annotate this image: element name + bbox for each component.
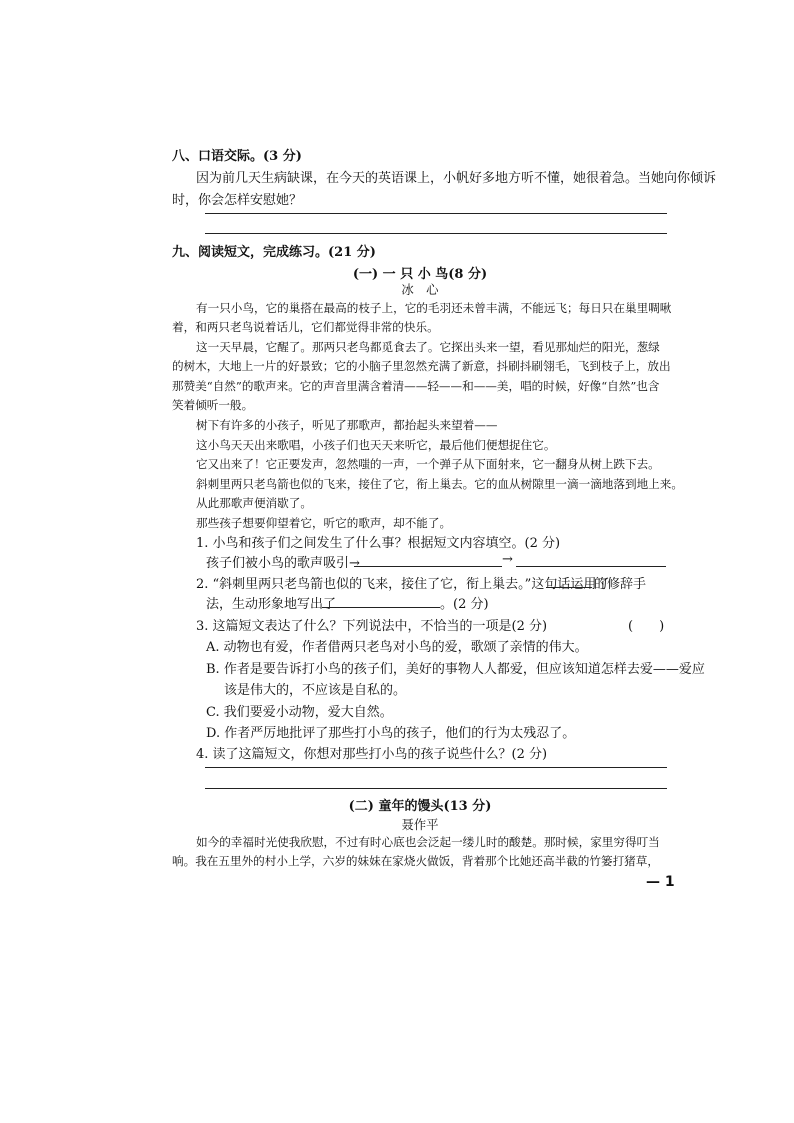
answer-line[interactable]	[205, 788, 667, 789]
question-3-option-a[interactable]: A. 动物也有爱，作者借两只老鸟对小鸟的爱，歌颂了亲情的伟大。	[206, 640, 588, 655]
passage-2-line: 响。我在五里外的村小上学，六岁的妹妹在家烧火做饭，背着那个比她还高半截的竹篓打猪草，	[172, 854, 659, 868]
passage-1-line: 着，和两只老鸟说着话儿，它们都觉得非常的快乐。	[172, 320, 439, 334]
question-4: 4. 读了这篇短文，你想对那些打小鸟的孩子说些什么？(2 分)	[196, 747, 548, 762]
passage-1-line: 斜刺里两只老鸟箭也似的飞来，接住了它，衔上巢去。它的血从树隙里一滴一滴地落到地上来。	[196, 477, 683, 491]
question-2-part-a: 2. “斜刺里两只老鸟箭也似的飞来，接住了它，衔上巢去。”这句话运用了	[196, 577, 610, 592]
passage-1-line: 笑着倾听一般。	[172, 398, 254, 412]
passage-1-line: 从此那歌声便消歇了。	[196, 496, 312, 510]
section-9-heading: 九、阅读短文，完成练习。(21 分)	[172, 245, 376, 260]
q1-blank-2[interactable]	[516, 566, 666, 567]
answer-line[interactable]	[205, 213, 667, 214]
question-3-option-d[interactable]: D. 作者严厉地批评了那些打小鸟的孩子，他们的行为太残忍了。	[206, 726, 576, 741]
passage-1-line: 这一天早晨，它醒了。那两只老鸟都觅食去了。它探出头来一望，看见那灿烂的阳光，葱绿	[196, 340, 660, 354]
passage-1-line: 那赞美“自然”的歌声来。它的声音里满含着清——轻——和——美，唱的时候，好像“自然”也含	[172, 379, 660, 393]
passage-1-line: 它又出来了！它正要发声，忽然嗤的一声，一个弹子从下面射来，它一翻身从树上跌下去。	[196, 457, 660, 471]
page-number: — 1	[646, 874, 675, 890]
passage-1-line: 那些孩子想要仰望着它，听它的歌声，却不能了。	[196, 516, 452, 530]
section-8-prompt-line-1: 因为前几天生病缺课，在今天的英语课上，小帆好多地方听不懂，她很着急。当她向你倾诉	[196, 171, 717, 186]
question-3-answer-paren[interactable]: ( )	[628, 619, 665, 634]
section-8-heading: 八、口语交际。(3 分)	[172, 149, 302, 164]
passage-2-line: 如今的幸福时光使我欣慰，不过有时心底也会泛起一缕儿时的酸楚。那时候，家里穷得叮当	[196, 835, 660, 849]
section-8-prompt-line-2: 时，你会怎样安慰她？	[172, 193, 303, 208]
question-3-option-c[interactable]: C. 我们要爱小动物，爱大自然。	[206, 705, 393, 720]
question-2-part-c: 法，生动形象地写出了	[206, 597, 337, 612]
answer-line[interactable]	[205, 767, 667, 768]
passage-1-line: 这小鸟天天出来歌唱，小孩子们也天天来听它，最后他们便想捉住它。	[196, 438, 556, 452]
q2-blank-1[interactable]	[546, 587, 592, 588]
passage-1-author: 冰 心	[401, 282, 439, 297]
passage-1-line: 树下有许多的小孩子，听见了那歌声，都抬起头来望着——	[196, 418, 498, 432]
passage-1-line: 有一只小鸟，它的巢搭在最高的枝子上，它的毛羽还未曾丰满，不能远飞；每日只在巢里啁啾	[196, 301, 672, 315]
answer-line[interactable]	[205, 233, 667, 234]
question-2-part-d: 。(2 分)	[440, 597, 489, 612]
question-1: 1. 小鸟和孩子们之间发生了什么事？根据短文内容填空。(2 分)	[196, 536, 561, 551]
question-3-option-b[interactable]: B. 作者是要告诉打小鸟的孩子们，美好的事物人人都爱，但应该知道怎样去爱——爱应	[206, 662, 705, 677]
passage-1-line: 的树木，大地上一片的好景致；它的小脑子里忽然充满了新意，抖刷抖刷翎毛，飞到枝子上，放出	[172, 359, 671, 373]
question-2-part-b: 的修辞手	[594, 577, 647, 592]
question-3-option-b-cont: 该是伟大的，不应该是自私的。	[224, 683, 407, 698]
question-3: 3. 这篇短文表达了什么？下列说法中，不恰当的一项是(2 分)	[196, 619, 548, 634]
question-1-start: 孩子们被小鸟的歌声吸引→	[206, 556, 360, 571]
passage-2-author: 聂作平	[401, 817, 439, 832]
q1-blank-1[interactable]	[354, 566, 502, 567]
passage-2-title: (二) 童年的馒头(13 分)	[348, 799, 492, 814]
passage-1-title: (一) 一 只 小 鸟(8 分)	[352, 267, 488, 282]
q2-blank-2[interactable]	[322, 607, 440, 608]
question-1-arrow: →	[502, 552, 513, 567]
